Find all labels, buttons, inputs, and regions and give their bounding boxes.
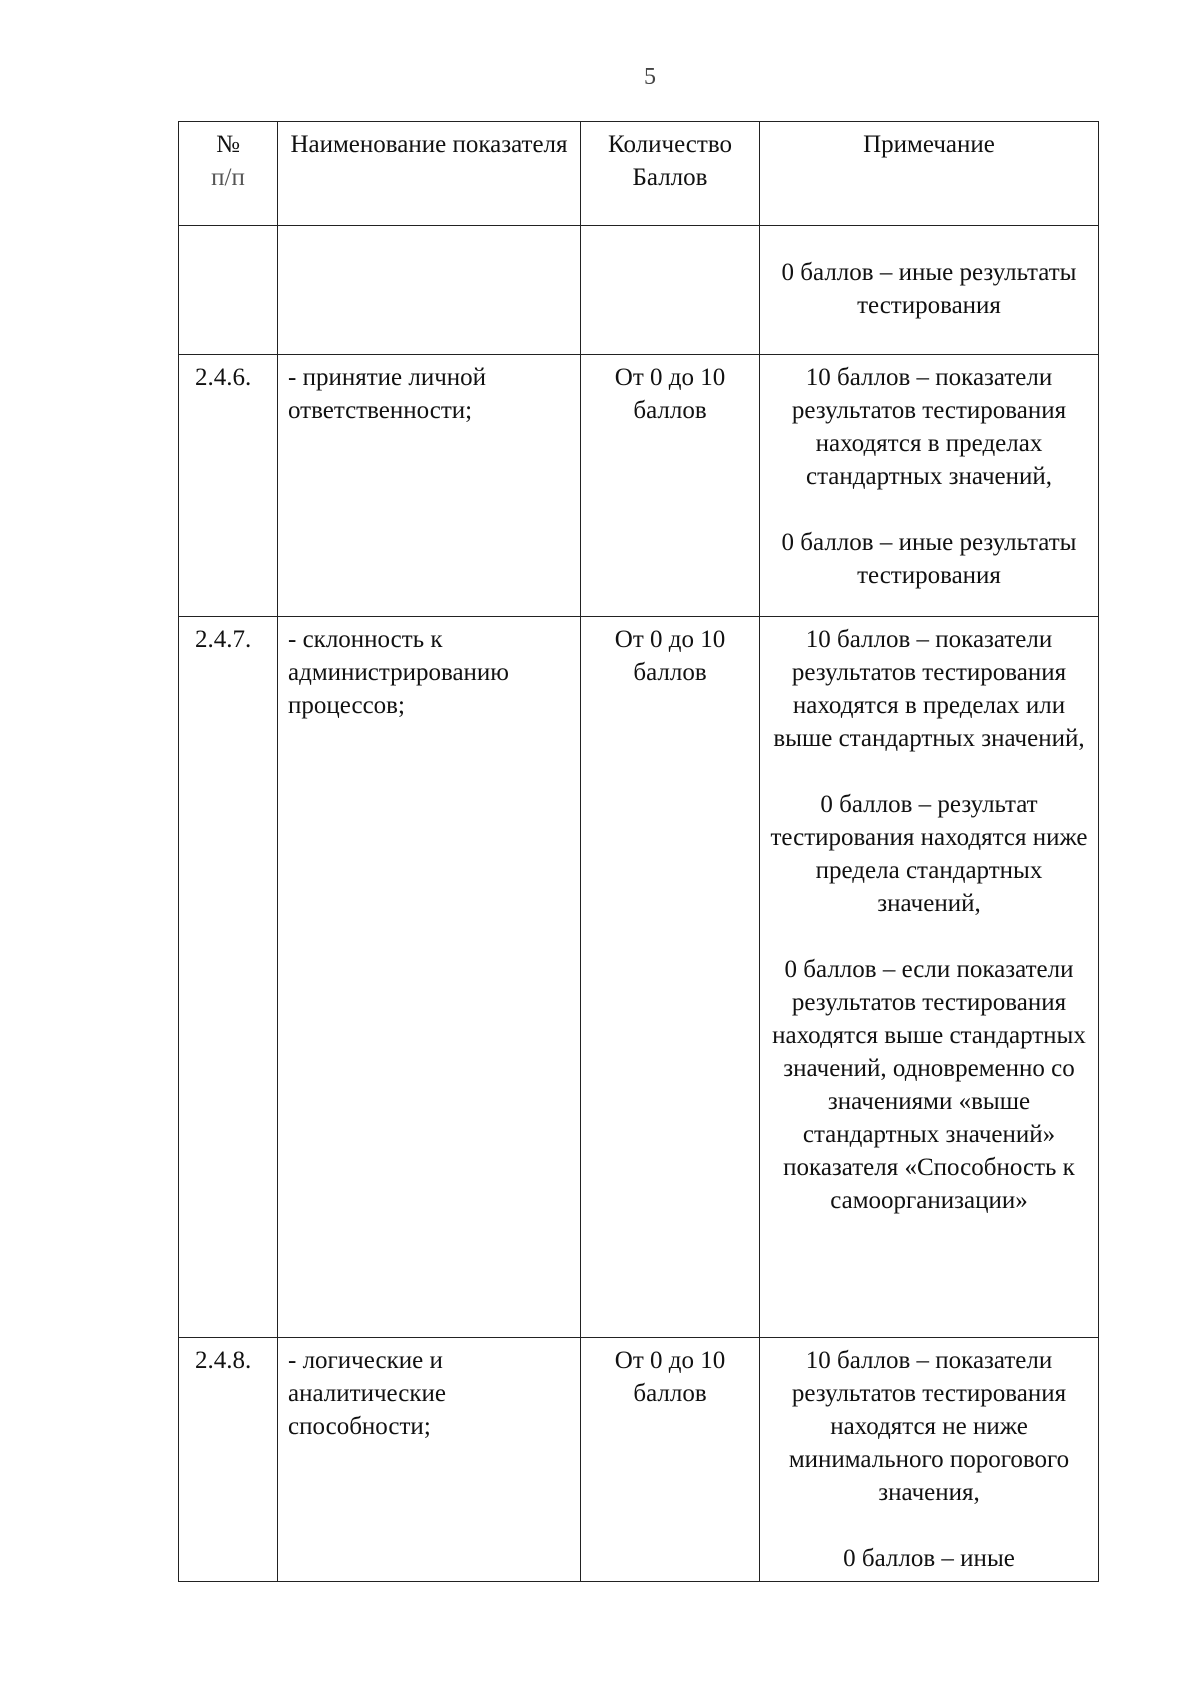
criteria-table <box>178 121 1099 1582</box>
note-line: 0 баллов – иные <box>843 1545 1015 1572</box>
row-points: От 0 до 10 баллов <box>581 1338 760 1582</box>
note-line: 0 баллов – иные результаты тестирования <box>781 259 1077 319</box>
header-name: Наименование показателя <box>278 122 581 226</box>
row-points: От 0 до 10 баллов <box>581 617 760 1338</box>
note-line: 10 баллов – показатели результатов тестирования находятся не ниже минимального порогового значения, <box>788 1347 1070 1506</box>
table-row <box>179 1338 1099 1582</box>
row-number: 2.4.8. <box>179 1338 278 1582</box>
table-row <box>179 226 1099 355</box>
page-number: 5 <box>644 64 656 90</box>
header-number-sign: № <box>216 131 240 158</box>
header-number-sub: п/п <box>211 164 245 191</box>
header-points: Количество Баллов <box>581 122 760 226</box>
row-note <box>760 1338 1099 1582</box>
note-line: 0 баллов – иные результаты тестирования <box>781 529 1077 589</box>
header-number <box>179 122 278 226</box>
note-line: 10 баллов – показатели результатов тестирования находятся в пределах стандартных значений, <box>791 364 1067 490</box>
row-note <box>760 226 1099 355</box>
row-number: 2.4.7. <box>179 617 278 1338</box>
table-row <box>179 355 1099 617</box>
header-note: Примечание <box>760 122 1099 226</box>
note-line: 0 баллов – если показатели результатов тестирования находятся выше стандартных значений, одновременно со значениями «выше стандартных значений» показателя «Способность к самоорганизации» <box>772 956 1086 1214</box>
row-name: - логические и аналитические способности; <box>278 1338 581 1582</box>
row-points: От 0 до 10 баллов <box>581 355 760 617</box>
row-name: - склонность к администрированию процессов; <box>278 617 581 1338</box>
row-note <box>760 355 1099 617</box>
row-name: - принятие личной ответственности; <box>278 355 581 617</box>
table-header-row <box>179 122 1099 226</box>
row-number <box>179 226 278 355</box>
row-name <box>278 226 581 355</box>
note-line: 10 баллов – показатели результатов тестирования находятся в пределах или выше стандартных значений, <box>773 626 1085 752</box>
note-line: 0 баллов – результат тестирования находятся ниже предела стандартных значений, <box>770 791 1088 917</box>
row-points <box>581 226 760 355</box>
table-row <box>179 617 1099 1338</box>
row-note <box>760 617 1099 1338</box>
row-number: 2.4.6. <box>179 355 278 617</box>
